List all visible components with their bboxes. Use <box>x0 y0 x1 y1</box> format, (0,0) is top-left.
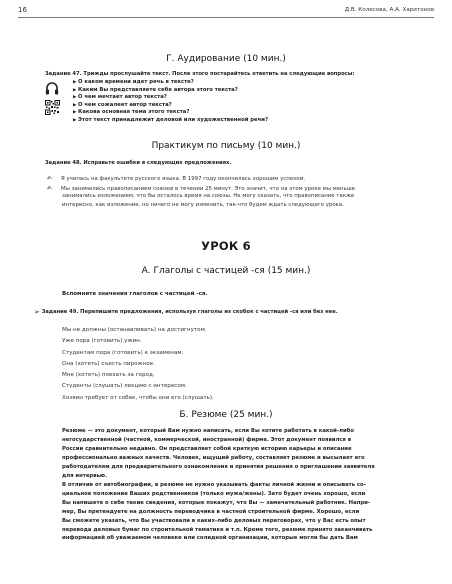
pen-icon: ✍ <box>47 185 53 192</box>
header-rule <box>18 17 434 18</box>
task-49 <box>34 308 338 316</box>
task-47-text: Трижды прослушайте текст. После этого постарайтесь ответить на следующие вопросы: <box>83 71 355 77</box>
question-item: ▶ Каким Вы представляете себе автора этого текста? <box>73 86 238 93</box>
question-list <box>73 79 268 124</box>
list-item: Студенты (слушать) лекцию с интересом. <box>62 383 187 390</box>
lesson-title: УРОК 6 <box>201 239 251 253</box>
task-49-label: Задание 49. <box>41 309 79 315</box>
section-b-title: Б. Резюме (25 мин.) <box>179 410 273 420</box>
exercise-sentences <box>62 325 214 404</box>
pen-icon: ✍ <box>47 175 53 182</box>
qr-code-icon[interactable] <box>45 100 60 115</box>
page-header <box>18 5 434 17</box>
section-g-title: Г. Аудирование (10 мин.) <box>166 54 286 64</box>
running-head-authors: Д.В. Колесова, А.А. Харитонов <box>344 7 434 13</box>
resume-paragraph-2: В отличие от автобиографии, в резюме не нужно указывать факты личной жизни и описывать со- циальное положение Ваших родственников (только мужа/жены). Зато будет очень хорошо, если Вы напишете о себе такие сведения, которые покажут, что Вы — замечательный работник. Напри- мер, Вы претендуете на должность переводчика в частной строительной фирме. Хорошо, если Вы сможете указать, что Вы участвовали в каких-либо деловых переговорах, что у Вас есть опыт перевода деловых бумаг по строительной тематике и т.п. Кроме того, резюме принято заканчивать информацией об уважаемом человеке или солидной организации, которые могли бы дать Вам <box>62 482 373 542</box>
question-item: ▶ Какова основная тема этого текста? <box>73 109 190 115</box>
list-item: Студентам пора (готовить) к экзаменам. <box>62 349 184 356</box>
list-item: Хозяин требует от собак, чтобы они его (слушать). <box>62 394 214 401</box>
arrow-icon: ➢ <box>34 308 40 316</box>
section-a-title: А. Глаголы с частицей -ся (15 мин.) <box>141 266 311 276</box>
task-47-label: Задание 47. <box>45 71 82 77</box>
question-item: ▶ Этот текст принадлежит деловой или художественной речи? <box>73 116 269 123</box>
list-item: Мне (хотеть) поехать за город. <box>62 372 155 379</box>
practicum-items <box>47 174 355 194</box>
page-number: 16 <box>18 6 27 14</box>
list-item: ✍ Я училась на факультете русского языка. В 1997 году окончилась хорошим успехом. <box>47 175 306 182</box>
practicum-continuation: занимались изложением, что бы осталось время на союзы. Не могу сказать, что правописание также интересно, как изложение, но ничего не могу изменить, так-что будем ждать следующего урока. <box>62 193 355 208</box>
task-48-text: Исправьте ошибки в следующих предложениях. <box>83 160 232 166</box>
task-48 <box>45 160 231 166</box>
resume-paragraph-1: Резюме — это документ, который Вам нужно написать, если Вы хотите работать в какой-либо негосударственной (частной, коммерческой, иностранной) фирме. Этот документ появился в России сравнительно недавно. Он представляет собой краткую историю карьеры и описание профессионально важных качеств. Человек, ищущий работу, составляет резюме и высылает его работодателям для предварительного ознакомления и принятия решения о приглашении заявителя для интервью. <box>62 428 375 479</box>
task-49-text: Перепишите предложения, используя глаголы из скобок с частицей -ся или без нее. <box>80 309 338 315</box>
practicum-title: Практикум по письму (10 мин.) <box>151 141 301 151</box>
question-item: ▶ О чем мечтает автор текста? <box>73 94 167 100</box>
list-item: Уже пора (готовить) ужин. <box>62 338 142 345</box>
headphones-icon <box>45 82 59 95</box>
list-item: ✍ Мы занимались правописанием союзов в течении 25 минут. Это значит, что на этом уроке мы меньше <box>47 185 355 192</box>
list-item: Мы не должны (останавливать) на достигнутом. <box>62 327 207 333</box>
task-48-label: Задание 48. <box>45 160 82 166</box>
list-item: Она (хотеть) съесть пирожное. <box>62 360 155 367</box>
task-47 <box>45 71 355 77</box>
question-item: ▶ О каком времени идет речь в тексте? <box>73 79 194 85</box>
recall-instruction: Вспомните значения глаголов с частицей -ся. <box>62 291 208 297</box>
question-item: ▶ О чем сожалеет автор текста? <box>73 101 172 108</box>
